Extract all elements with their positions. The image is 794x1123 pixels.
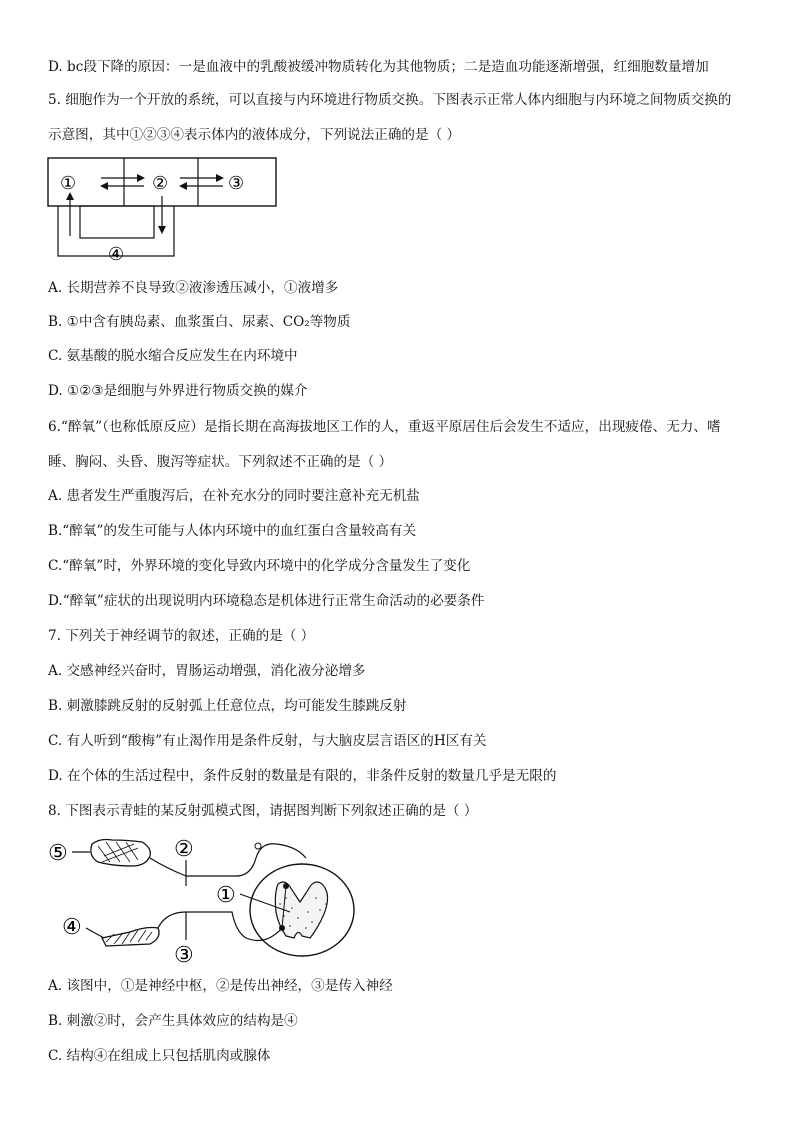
fluid-label-4: ④ (108, 244, 125, 265)
question-6-stem: 6.“醉氧”（也称低原反应）是指长期在高海拔地区工作的人，重返平原居住后会发生不适应，出现疲倦、无力、嗜 (48, 419, 721, 435)
question-7-stem: 7. 下列关于神经调节的叙述，正确的是（ ） (48, 628, 315, 644)
q6-option-d: D.“醉氧”症状的出现说明内环境稳态是机体进行正常生命活动的必要条件 (48, 593, 485, 609)
q6-option-c: C.“醉氧”时，外界环境的变化导致内环境中的化学成分含量发生了变化 (48, 558, 471, 574)
fluid-label-3: ③ (228, 173, 245, 194)
q6-option-b: B.“醉氧”的发生可能与人体内环境中的血红蛋白含量较高有关 (48, 523, 417, 539)
reflex-label-5: ⑤ (48, 841, 68, 866)
question-8-stem: 8. 下图表示青蛙的某反射弧模式图，请据图判断下列叙述正确的是（ ） (48, 803, 478, 819)
q7-option-a: A. 交感神经兴奋时，胃肠运动增强，消化液分泌增多 (48, 663, 366, 679)
q5-option-b: B. ①中含有胰岛素、血浆蛋白、尿素、CO₂等物质 (48, 314, 351, 330)
q6-option-a: A. 患者发生严重腹泻后，在补充水分的同时要注意补充无机盐 (48, 488, 420, 504)
option-d-q4: D. bc段下降的原因：一是血液中的乳酸被缓冲物质转化为其他物质；二是造血功能逐渐增强，红细胞数量增加 (48, 59, 709, 75)
question-5-stem: 5. 细胞作为一个开放的系统，可以直接与内环境进行物质交换。下图表示正常人体内细胞与内环境之间物质交换的 (48, 92, 732, 108)
reflex-label-1: ① (216, 883, 236, 908)
reflex-label-2: ② (174, 837, 194, 862)
q8-option-b: B. 刺激②时，会产生具体效应的结构是④ (48, 1013, 298, 1029)
fluid-label-2: ② (152, 173, 169, 194)
reflex-label-4: ④ (62, 915, 82, 940)
question-6-stem-cont: 睡、胸闷、头昏、腹泻等症状。下列叙述不正确的是（ ） (48, 454, 393, 470)
reflex-label-3: ③ (174, 943, 194, 968)
question-5-stem-cont: 示意图，其中①②③④表示体内的液体成分，下列说法正确的是（ ） (48, 127, 461, 143)
reflex-arc-diagram (46, 828, 366, 968)
fluid-exchange-diagram (46, 156, 286, 266)
q8-option-c: C. 结构④在组成上只包括肌肉或腺体 (48, 1048, 271, 1064)
q7-option-c: C. 有人听到“酸梅”有止渴作用是条件反射，与大脑皮层言语区的H区有关 (48, 733, 487, 749)
q7-option-d: D. 在个体的生活过程中，条件反射的数量是有限的，非条件反射的数量几乎是无限的 (48, 768, 557, 784)
q5-option-c: C. 氨基酸的脱水缩合反应发生在内环境中 (48, 348, 298, 364)
q8-option-a: A. 该图中，①是神经中枢，②是传出神经，③是传入神经 (48, 978, 393, 994)
q7-option-b: B. 刺激膝跳反射的反射弧上任意位点，均可能发生膝跳反射 (48, 698, 407, 714)
q5-option-a: A. 长期营养不良导致②液渗透压减小，①液增多 (48, 280, 339, 296)
q5-option-d: D. ①②③是细胞与外界进行物质交换的媒介 (48, 383, 308, 399)
fluid-label-1: ① (60, 173, 77, 194)
